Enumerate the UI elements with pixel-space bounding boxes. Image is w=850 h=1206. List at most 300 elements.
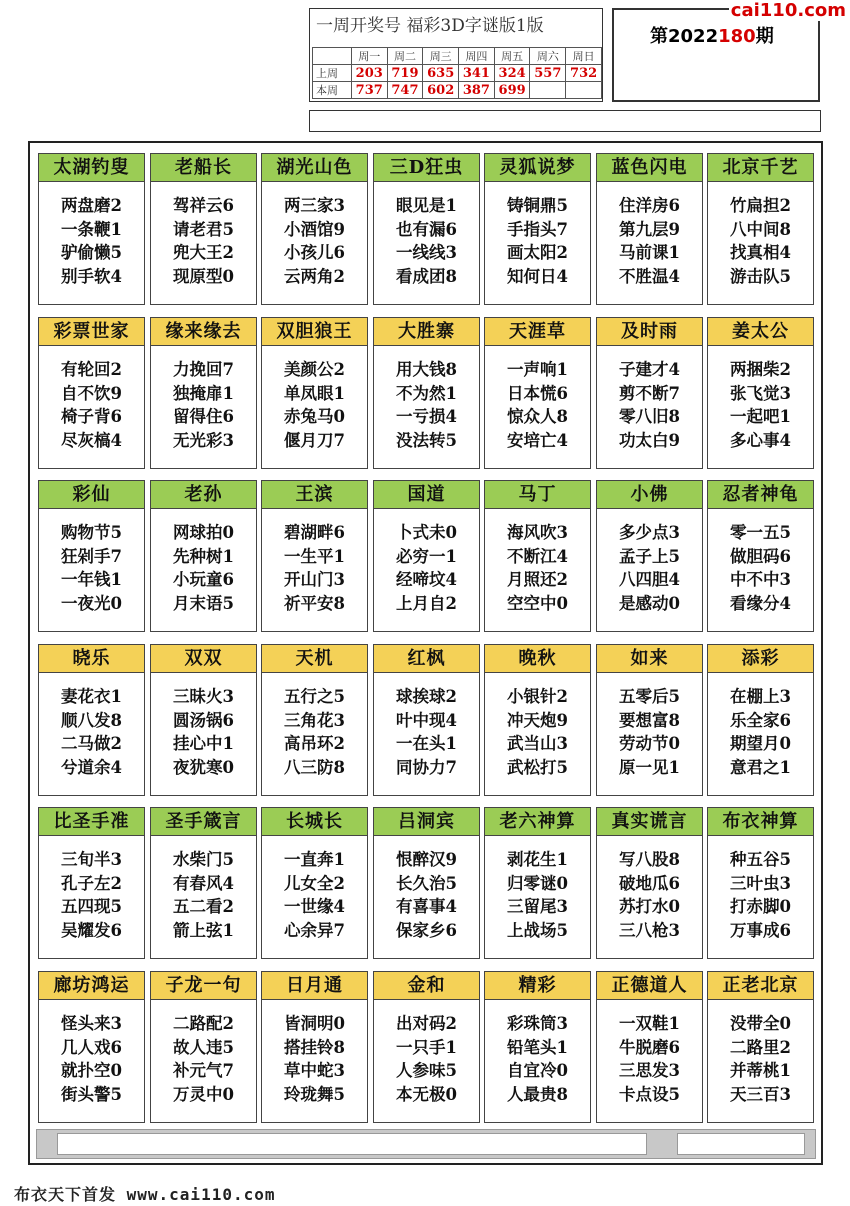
clue-line: 日本慌6 xyxy=(507,383,568,403)
riddle-card xyxy=(150,971,257,1123)
clue-line: 中不中3 xyxy=(730,570,791,589)
draw-number: 324 xyxy=(494,65,530,82)
clue-line: 先种树1 xyxy=(173,546,234,566)
clue-line: 不为然1 xyxy=(396,383,457,403)
riddle-card xyxy=(38,971,145,1123)
clue-line: 小孩儿6 xyxy=(284,243,345,262)
clue-line: 惊众人8 xyxy=(507,407,568,426)
clue-line: 找真相4 xyxy=(730,243,791,262)
clue-line: 长久治5 xyxy=(396,873,457,893)
clue-line: 三旬半3 xyxy=(61,850,122,869)
card-title: 长城长 xyxy=(262,808,367,836)
clue-line: 海风吹3 xyxy=(507,523,568,542)
riddle-card xyxy=(596,480,703,632)
clue-line: 尽灰槁4 xyxy=(61,430,122,450)
card-title: 大胜寨 xyxy=(374,318,479,346)
card-clues xyxy=(39,673,144,779)
card-clues xyxy=(597,673,702,779)
clue-line: 苏打水0 xyxy=(619,897,680,916)
card-title: 王滨 xyxy=(262,481,367,509)
clue-line: 云两角2 xyxy=(284,266,345,286)
riddle-card xyxy=(150,480,257,632)
draw-number: 602 xyxy=(423,82,459,99)
clue-line: 乐全家6 xyxy=(730,710,791,730)
header-strip xyxy=(309,110,821,132)
clue-line: 小酒馆9 xyxy=(284,219,345,239)
clue-line: 马前课1 xyxy=(619,243,680,262)
riddle-card xyxy=(38,807,145,959)
riddle-card xyxy=(261,807,368,959)
clue-line: 手指头7 xyxy=(507,219,568,239)
card-title: 马丁 xyxy=(485,481,590,509)
card-title: 湖光山色 xyxy=(262,154,367,182)
clue-line: 有喜事4 xyxy=(396,897,457,916)
clue-line: 也有漏6 xyxy=(396,219,457,239)
day-header: 周一 xyxy=(351,48,387,65)
clue-line: 没带全0 xyxy=(730,1014,791,1033)
clue-line: 五二看2 xyxy=(173,897,234,916)
clue-line: 几人戏6 xyxy=(61,1037,122,1057)
riddle-card xyxy=(150,153,257,305)
riddle-board xyxy=(28,141,823,1165)
card-title: 晓乐 xyxy=(39,645,144,673)
clue-line: 期望月0 xyxy=(730,734,791,753)
clue-line: 三留尾3 xyxy=(507,897,568,916)
card-clues xyxy=(151,509,256,615)
card-title: 北京千艺 xyxy=(708,154,813,182)
clue-line: 故人违5 xyxy=(173,1037,234,1057)
clue-line: 保家乡6 xyxy=(396,920,457,940)
card-clues xyxy=(39,1000,144,1106)
clue-line: 卜式未0 xyxy=(396,523,457,542)
clue-line: 牛脱磨6 xyxy=(619,1037,680,1057)
weekly-results-table xyxy=(312,47,602,99)
clue-line: 人参味5 xyxy=(396,1061,457,1080)
riddle-card xyxy=(707,644,814,796)
draw-number: 557 xyxy=(530,65,566,82)
draw-number: 732 xyxy=(566,65,602,82)
clue-line: 经啼坟4 xyxy=(396,570,457,589)
clue-line: 自不饮9 xyxy=(61,383,122,403)
clue-line: 玲珑舞5 xyxy=(284,1084,345,1104)
card-clues xyxy=(151,1000,256,1106)
card-title: 如来 xyxy=(597,645,702,673)
clue-line: 一生平1 xyxy=(284,546,345,566)
card-clues xyxy=(151,182,256,288)
clue-line: 挂心中1 xyxy=(173,734,234,753)
clue-line: 搭挂铃8 xyxy=(284,1037,345,1057)
clue-line: 椅子背6 xyxy=(61,407,122,426)
clue-line: 三八枪3 xyxy=(619,920,680,940)
clue-line: 安培亡4 xyxy=(507,430,568,450)
card-title: 及时雨 xyxy=(597,318,702,346)
card-clues xyxy=(485,836,590,942)
clue-line: 武松打5 xyxy=(507,757,568,777)
issue-number: 第2022180期 xyxy=(650,26,774,47)
card-clues xyxy=(374,182,479,288)
card-clues xyxy=(39,346,144,452)
day-header: 周六 xyxy=(530,48,566,65)
card-clues xyxy=(151,346,256,452)
card-clues xyxy=(597,836,702,942)
card-title: 真实谎言 xyxy=(597,808,702,836)
card-title: 三D狂虫 xyxy=(374,154,479,182)
this-week-label: 本周 xyxy=(313,82,352,99)
clue-line: 怪头来3 xyxy=(61,1014,122,1033)
clue-line: 看缘分4 xyxy=(730,593,791,613)
riddle-card xyxy=(373,317,480,469)
weekly-results-panel xyxy=(309,8,603,102)
riddle-card xyxy=(261,644,368,796)
riddle-card xyxy=(38,644,145,796)
clue-line: 两捆柴2 xyxy=(730,360,791,379)
clue-line: 做胆码6 xyxy=(730,546,791,566)
draw-number: 341 xyxy=(459,65,495,82)
draw-number: 387 xyxy=(459,82,495,99)
clue-line: 多心事4 xyxy=(730,430,791,450)
card-title: 太湖钓叟 xyxy=(39,154,144,182)
clue-line: 两三家3 xyxy=(284,196,345,215)
clue-line: 一亏损4 xyxy=(396,407,457,426)
clue-line: 卡点设5 xyxy=(619,1084,680,1104)
clue-line: 二路里2 xyxy=(730,1037,791,1057)
clue-line: 祈平安8 xyxy=(284,593,345,613)
clue-line: 一双鞋1 xyxy=(619,1014,680,1033)
clue-line: 小银针2 xyxy=(507,687,568,706)
riddle-card xyxy=(596,317,703,469)
clue-line: 不胜温4 xyxy=(619,266,680,286)
card-clues xyxy=(151,673,256,779)
card-clues xyxy=(151,836,256,942)
clue-line: 游击队5 xyxy=(730,266,791,286)
clue-line: 一夜光0 xyxy=(61,593,122,613)
card-title: 缘来缘去 xyxy=(151,318,256,346)
clue-line: 现原型0 xyxy=(173,266,234,286)
card-title: 灵狐说梦 xyxy=(485,154,590,182)
card-title: 圣手箴言 xyxy=(151,808,256,836)
clue-line: 写八股8 xyxy=(619,850,680,869)
riddle-card xyxy=(261,480,368,632)
draw-number xyxy=(530,82,566,99)
riddle-card xyxy=(596,971,703,1123)
clue-line: 就扑空0 xyxy=(61,1061,122,1080)
card-clues xyxy=(39,509,144,615)
clue-line: 万灵中0 xyxy=(173,1084,234,1104)
clue-line: 街头警5 xyxy=(61,1084,122,1104)
riddle-card xyxy=(707,807,814,959)
card-clues xyxy=(262,1000,367,1106)
clue-line: 顺八发8 xyxy=(61,710,122,730)
card-title: 天涯草 xyxy=(485,318,590,346)
clue-line: 破地瓜6 xyxy=(619,873,680,893)
riddle-card xyxy=(261,317,368,469)
clue-line: 在棚上3 xyxy=(730,687,791,706)
clue-line: 打赤脚0 xyxy=(730,897,791,916)
card-title: 添彩 xyxy=(708,645,813,673)
clue-line: 看成团8 xyxy=(396,266,457,286)
clue-line: 上月自2 xyxy=(396,593,457,613)
card-title: 廊坊鸿运 xyxy=(39,972,144,1000)
clue-line: 儿女全2 xyxy=(284,873,345,893)
clue-line: 五四现5 xyxy=(61,897,122,916)
riddle-card xyxy=(38,480,145,632)
clue-line: 意君之1 xyxy=(730,757,791,777)
footer-credit: 布衣天下首发 www.cai110.com xyxy=(14,1185,276,1204)
card-clues xyxy=(708,346,813,452)
clue-line: 冲天炮9 xyxy=(507,710,568,730)
draw-number: 203 xyxy=(351,65,387,82)
clue-line: 一在头1 xyxy=(396,734,457,753)
clue-line: 不断江4 xyxy=(507,546,568,566)
day-header: 周四 xyxy=(459,48,495,65)
riddle-card xyxy=(373,807,480,959)
clue-line: 同协力7 xyxy=(396,757,457,777)
card-title: 比圣手准 xyxy=(39,808,144,836)
riddle-card xyxy=(150,807,257,959)
clue-line: 驴偷懒5 xyxy=(61,243,122,262)
card-clues xyxy=(597,182,702,288)
clue-line: 美颜公2 xyxy=(284,360,345,379)
clue-line: 孟子上5 xyxy=(619,546,680,566)
clue-line: 高吊环2 xyxy=(284,734,345,753)
riddle-card xyxy=(596,153,703,305)
draw-number: 699 xyxy=(494,82,530,99)
clue-line: 网球拍0 xyxy=(173,523,234,542)
clue-line: 购物节5 xyxy=(61,523,122,542)
card-title: 正老北京 xyxy=(708,972,813,1000)
clue-line: 水柴门5 xyxy=(173,850,234,869)
clue-line: 一条鞭1 xyxy=(61,219,122,239)
riddle-card xyxy=(484,317,591,469)
card-title: 子龙一句 xyxy=(151,972,256,1000)
draw-number xyxy=(566,82,602,99)
clue-line: 圆汤锅6 xyxy=(173,710,234,730)
riddle-card xyxy=(484,480,591,632)
clue-line: 出对码2 xyxy=(396,1014,457,1033)
clue-line: 万事成6 xyxy=(730,920,791,940)
card-clues xyxy=(708,1000,813,1106)
clue-line: 五行之5 xyxy=(284,687,345,706)
card-clues xyxy=(485,1000,590,1106)
clue-line: 一只手1 xyxy=(396,1037,457,1057)
riddle-card xyxy=(38,317,145,469)
clue-line: 空空中0 xyxy=(507,593,568,613)
clue-line: 箭上弦1 xyxy=(173,920,234,940)
card-title: 小佛 xyxy=(597,481,702,509)
clue-line: 妻花衣1 xyxy=(61,687,122,706)
clue-line: 碧湖畔6 xyxy=(284,523,345,542)
clue-line: 归零谜0 xyxy=(507,873,568,893)
clue-line: 三叶虫3 xyxy=(730,873,791,893)
clue-line: 单凤眼1 xyxy=(284,383,345,403)
riddle-card xyxy=(484,807,591,959)
card-clues xyxy=(262,673,367,779)
clue-line: 有轮回2 xyxy=(61,360,122,379)
riddle-card xyxy=(484,644,591,796)
clue-line: 八三防8 xyxy=(284,757,345,777)
clue-line: 张飞觉3 xyxy=(730,383,791,403)
bottom-field-right xyxy=(677,1133,805,1155)
card-clues xyxy=(262,346,367,452)
clue-line: 画太阳2 xyxy=(507,243,568,262)
clue-line: 夜犹寒0 xyxy=(173,757,234,777)
card-clues xyxy=(374,346,479,452)
riddle-card xyxy=(373,480,480,632)
riddle-card xyxy=(150,317,257,469)
riddle-card xyxy=(373,153,480,305)
card-clues xyxy=(262,836,367,942)
clue-line: 偃月刀7 xyxy=(284,430,345,450)
card-clues xyxy=(39,182,144,288)
clue-line: 驾祥云6 xyxy=(173,196,234,215)
clue-line: 一世缘4 xyxy=(284,897,345,916)
day-header: 周日 xyxy=(566,48,602,65)
card-title: 布衣神算 xyxy=(708,808,813,836)
clue-line: 二马做2 xyxy=(61,734,122,753)
clue-line: 本无极0 xyxy=(396,1084,457,1104)
card-title: 彩仙 xyxy=(39,481,144,509)
riddle-card xyxy=(707,971,814,1123)
clue-line: 八中间8 xyxy=(730,219,791,239)
clue-line: 人最贵8 xyxy=(507,1084,568,1104)
card-title: 忍者神龟 xyxy=(708,481,813,509)
issue-panel xyxy=(612,8,820,102)
panel-title: 一周开奖号 福彩3D字谜版1版 xyxy=(316,16,544,36)
clue-line: 狂剁手7 xyxy=(61,546,122,566)
clue-line: 五零后5 xyxy=(619,687,680,706)
card-clues xyxy=(485,346,590,452)
clue-line: 一起吧1 xyxy=(730,407,791,426)
card-title: 老船长 xyxy=(151,154,256,182)
bottom-field-left xyxy=(57,1133,647,1155)
day-header: 周二 xyxy=(387,48,423,65)
card-clues xyxy=(708,509,813,615)
clue-line: 铸铜鼎5 xyxy=(507,196,568,215)
clue-line: 要想富8 xyxy=(619,710,680,730)
clue-line: 彩珠筒3 xyxy=(507,1014,568,1033)
card-clues xyxy=(597,346,702,452)
card-clues xyxy=(708,836,813,942)
clue-line: 剥花生1 xyxy=(507,850,568,869)
clue-line: 月照还2 xyxy=(507,570,568,589)
card-clues xyxy=(485,509,590,615)
card-title: 晚秋 xyxy=(485,645,590,673)
clue-line: 两盘磨2 xyxy=(61,196,122,215)
clue-line: 种五谷5 xyxy=(730,850,791,869)
bottom-bar xyxy=(36,1129,816,1159)
card-clues xyxy=(708,182,813,288)
clue-line: 自宜冷0 xyxy=(507,1061,568,1080)
clue-line: 剪不断7 xyxy=(619,383,680,403)
card-clues xyxy=(262,509,367,615)
clue-line: 八四胆4 xyxy=(619,570,680,589)
clue-line: 留得住6 xyxy=(173,407,234,426)
riddle-card xyxy=(484,153,591,305)
card-title: 国道 xyxy=(374,481,479,509)
card-title: 精彩 xyxy=(485,972,590,1000)
card-clues xyxy=(597,1000,702,1106)
clue-line: 劳动节0 xyxy=(619,734,680,753)
card-title: 正德道人 xyxy=(597,972,702,1000)
card-title: 老孙 xyxy=(151,481,256,509)
clue-line: 子建才4 xyxy=(619,360,680,379)
clue-line: 并蒂桃1 xyxy=(730,1061,791,1080)
clue-line: 无光彩3 xyxy=(173,430,234,450)
clue-line: 有春风4 xyxy=(173,873,234,893)
clue-line: 用大钱8 xyxy=(396,360,457,379)
draw-number: 737 xyxy=(351,82,387,99)
clue-line: 功太白9 xyxy=(619,430,680,450)
clue-line: 草中蛇3 xyxy=(284,1061,345,1080)
clue-line: 一直奔1 xyxy=(284,850,345,869)
clue-line: 三思发3 xyxy=(619,1061,680,1080)
clue-line: 力挽回7 xyxy=(173,360,234,379)
card-title: 彩票世家 xyxy=(39,318,144,346)
card-title: 双胆狼王 xyxy=(262,318,367,346)
site-logo[interactable]: cai110.com xyxy=(730,0,846,21)
clue-line: 兜大王2 xyxy=(173,243,234,262)
draw-number: 747 xyxy=(387,82,423,99)
card-clues xyxy=(374,1000,479,1106)
clue-line: 叶中现4 xyxy=(396,710,457,730)
clue-line: 心余异7 xyxy=(284,920,345,940)
card-title: 老六神算 xyxy=(485,808,590,836)
riddle-card xyxy=(150,644,257,796)
clue-line: 孔子左2 xyxy=(61,873,122,893)
clue-line: 铅笔头1 xyxy=(507,1037,568,1057)
clue-line: 天三百3 xyxy=(730,1084,791,1104)
draw-number: 635 xyxy=(423,65,459,82)
day-header: 周三 xyxy=(423,48,459,65)
last-week-label: 上周 xyxy=(313,65,352,82)
clue-line: 吴耀发6 xyxy=(61,920,122,940)
clue-line: 二路配2 xyxy=(173,1014,234,1033)
clue-line: 一年钱1 xyxy=(61,570,122,589)
riddle-card xyxy=(707,317,814,469)
clue-line: 零一五5 xyxy=(730,523,791,542)
clue-line: 没法转5 xyxy=(396,430,457,450)
clue-line: 开山门3 xyxy=(284,570,345,589)
clue-line: 请老君5 xyxy=(173,219,234,239)
riddle-card xyxy=(373,971,480,1123)
clue-line: 别手软4 xyxy=(61,266,122,286)
card-clues xyxy=(39,836,144,942)
clue-line: 一声响1 xyxy=(507,360,568,379)
clue-line: 皆洞明0 xyxy=(284,1014,345,1033)
card-title: 蓝色闪电 xyxy=(597,154,702,182)
clue-line: 球挨球2 xyxy=(396,687,457,706)
clue-line: 独掩扉1 xyxy=(173,383,234,403)
card-title: 吕洞宾 xyxy=(374,808,479,836)
card-clues xyxy=(708,673,813,779)
clue-line: 竹扁担2 xyxy=(730,196,791,215)
clue-line: 小玩童6 xyxy=(173,570,234,589)
riddle-card xyxy=(261,153,368,305)
card-title: 双双 xyxy=(151,645,256,673)
clue-line: 是感动0 xyxy=(619,593,680,613)
clue-line: 补元气7 xyxy=(173,1061,234,1080)
riddle-card xyxy=(596,644,703,796)
riddle-card xyxy=(484,971,591,1123)
clue-line: 兮道余4 xyxy=(61,757,122,777)
clue-line: 多少点3 xyxy=(619,523,680,542)
clue-line: 第九层9 xyxy=(619,219,680,239)
card-clues xyxy=(374,673,479,779)
card-clues xyxy=(485,673,590,779)
riddle-card xyxy=(373,644,480,796)
clue-line: 月末语5 xyxy=(173,593,234,613)
clue-line: 眼见是1 xyxy=(396,196,457,215)
